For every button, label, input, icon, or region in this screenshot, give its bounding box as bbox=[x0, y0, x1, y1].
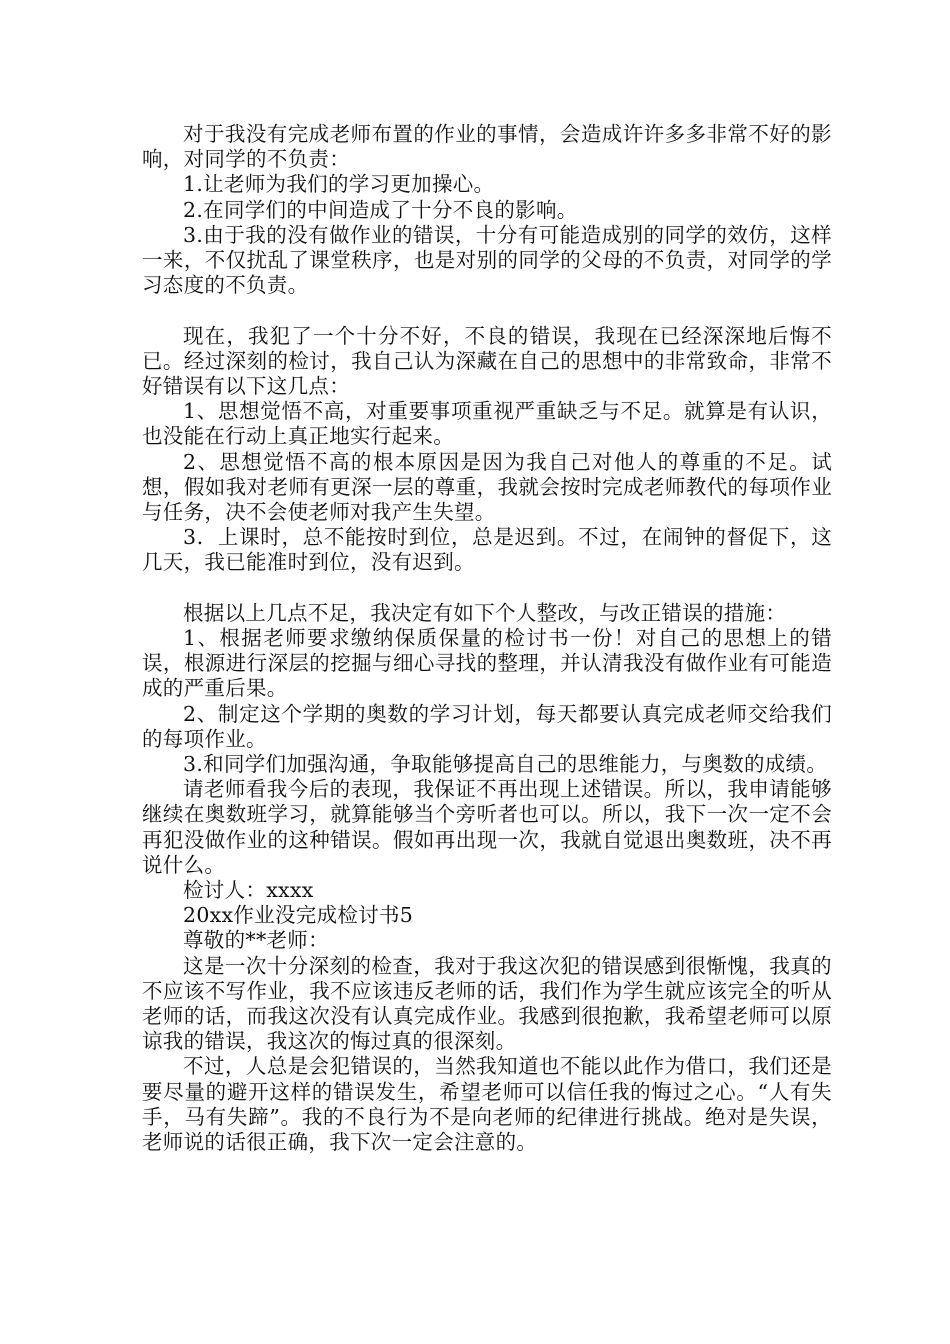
list-item: 3.和同学们加强沟通，争取能够提高自己的思维能力，与奥数的成绩。 bbox=[183, 752, 828, 777]
paragraph: 根据以上几点不足，我决定有如下个人整改，与改正错误的措施： bbox=[183, 600, 787, 625]
list-item: 1、思想觉悟不高，对重要事项重视严重缺乏与不足。就算是有认识，也没能在行动上真正地实行起来。 bbox=[142, 399, 832, 449]
list-item: 3.由于我的没有做作业的错误，十分有可能造成别的同学的效仿，这样一来，不仅扰乱了课堂秩序，也是对别的同学的父母的不负责，对同学的学习态度的不负责。 bbox=[142, 222, 832, 298]
document-body bbox=[142, 122, 832, 1155]
paragraph-gap bbox=[142, 576, 832, 601]
list-item: 2.在同学们的中间造成了十分不良的影响。 bbox=[183, 197, 578, 222]
paragraph: 这是一次十分深刻的检查，我对于我这次犯的错误感到很惭愧，我真的不应该不写作业，我不应该违反老师的话，我们作为学生就应该完全的听从老师的话，而我这次没有认真完成作业。我感到很抱歉，我希望老师可以原谅我的错误，我这次的悔过真的很深刻。 bbox=[142, 953, 832, 1054]
signature-line: 检讨人：xxxx bbox=[183, 878, 314, 903]
salutation: 尊敬的**老师： bbox=[183, 928, 329, 953]
paragraph: 不过，人总是会犯错误的，当然我知道也不能以此作为借口，我们还是要尽量的避开这样的错误发生，希望老师可以信任我的悔过之心。“人有失手，马有失蹄”。我的不良行为不是向老师的纪律进行挑战。绝对是失误，老师说的话很正确，我下次一定会注意的。 bbox=[142, 1054, 832, 1155]
paragraph-gap bbox=[142, 298, 832, 323]
section-title: 20xx作业没完成检讨书5 bbox=[183, 903, 414, 928]
paragraph: 现在，我犯了一个十分不好，不良的错误，我现在已经深深地后悔不已。经过深刻的检讨，我自己认为深藏在自己的思想中的非常致命，非常不好错误有以下这几点： bbox=[142, 323, 832, 399]
list-item: 1.让老师为我们的学习更加操心。 bbox=[183, 172, 495, 197]
paragraph: 对于我没有完成老师布置的作业的事情，会造成许许多多非常不好的影响，对同学的不负责： bbox=[142, 122, 832, 172]
list-item: 2、思想觉悟不高的根本原因是因为我自己对他人的尊重的不足。试想，假如我对老师有更深一层的尊重，我就会按时完成老师教代的每项作业与任务，决不会使老师对我产生失望。 bbox=[142, 449, 832, 525]
paragraph: 请老师看我今后的表现，我保证不再出现上述错误。所以，我申请能够继续在奥数班学习，就算能够当个旁听者也可以。所以，我下一次一定不会再犯没做作业的这种错误。假如再出现一次，我就自觉退出奥数班，决不再说什么。 bbox=[142, 777, 832, 877]
list-item: 3．上课时，总不能按时到位，总是迟到。不过，在闹钟的督促下，这几天，我已能准时到位，没有迟到。 bbox=[142, 525, 832, 575]
list-item: 1、根据老师要求缴纳保质保量的检讨书一份！对自己的思想上的错误，根源进行深层的挖掘与细心寻找的整理，并认清我没有做作业有可能造成的严重后果。 bbox=[142, 626, 832, 701]
list-item: 2、制定这个学期的奥数的学习计划，每天都要认真完成老师交给我们的每项作业。 bbox=[142, 701, 832, 751]
